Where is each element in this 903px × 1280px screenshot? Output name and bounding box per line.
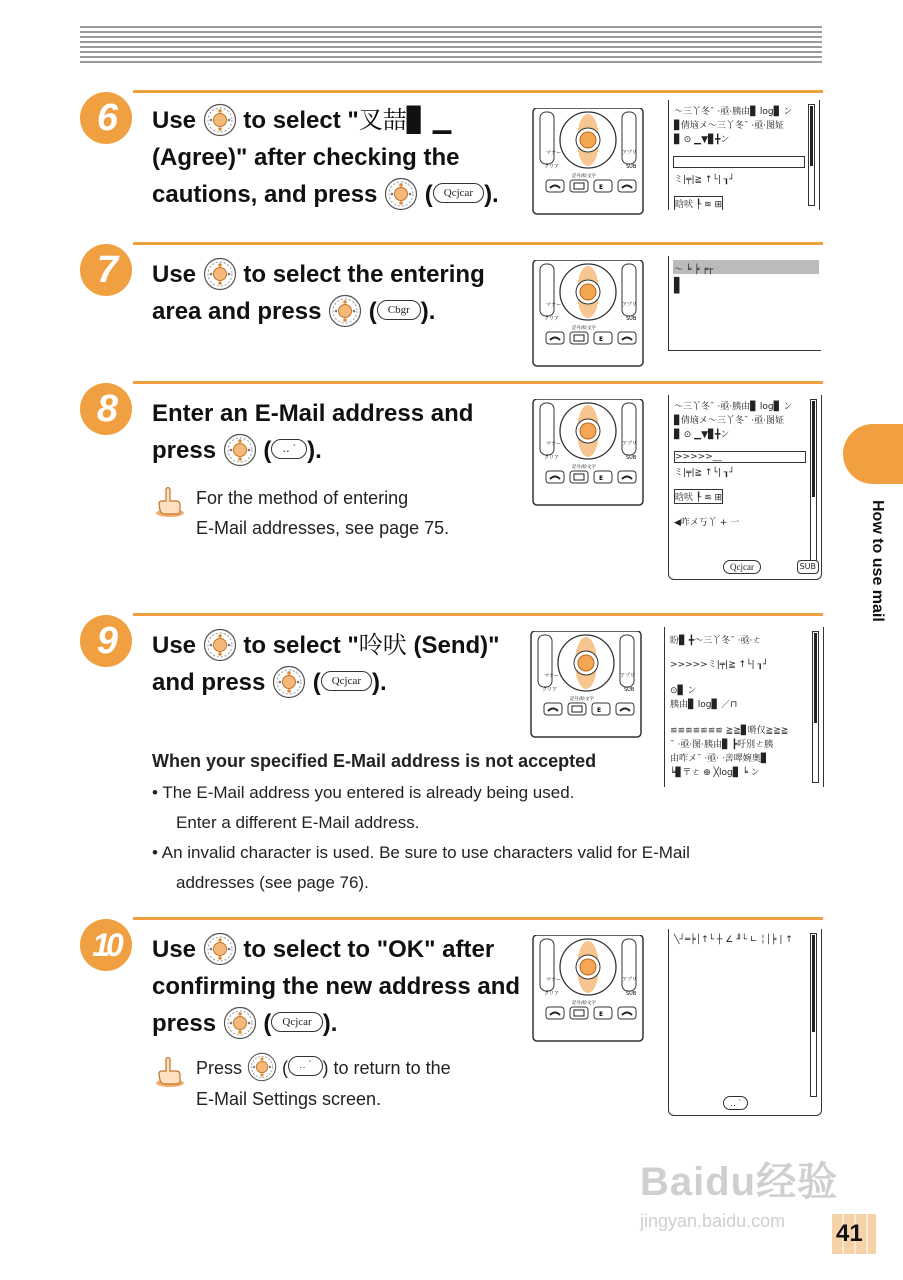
screen-cursor: ▌ xyxy=(674,278,685,294)
text-confirming: confirming the new address and xyxy=(152,973,521,1000)
phone-keypad-illustration xyxy=(532,935,644,1043)
softkey-label: Qcjcar xyxy=(271,1012,322,1032)
note-line: E-Mail Settings screen. xyxy=(196,1089,382,1110)
step-rule xyxy=(133,90,823,93)
phone-screen xyxy=(668,256,821,351)
step-instruction: Use to select to "OK" after confirming the new address and press ( Qcjcar ). xyxy=(152,931,520,1042)
page-number xyxy=(832,1214,876,1254)
note-line: For the method of entering xyxy=(196,488,409,508)
screen-line: 胰由▊ log▊ ／⊓ xyxy=(670,700,738,710)
garbled-send-label: 呤吠 xyxy=(358,631,407,659)
screen-line: ⊙▊ ン xyxy=(670,686,697,696)
screen-line: ミ|╤|≧ ↑└| ┒┘ xyxy=(674,175,735,185)
note xyxy=(152,1053,451,1114)
svg-text:クリア: クリア xyxy=(544,164,560,170)
text-enter-address: Enter an E-Mail address and xyxy=(152,400,474,427)
svg-text:SUB: SUB xyxy=(624,687,635,693)
text-send: (Send)" xyxy=(406,632,500,659)
screen-line: ╘▊〒ㄜ ⊕ ╳log▊ ╘ ン xyxy=(670,768,760,778)
phone-keypad-illustration xyxy=(532,108,644,216)
step-number-badge: 9 xyxy=(80,615,132,667)
svg-text:アプリ: アプリ xyxy=(620,673,635,679)
back-softkey-label: ‥ ˋ xyxy=(288,1056,323,1076)
svg-text:E: E xyxy=(599,1011,604,1018)
text-select: to select " xyxy=(236,632,359,659)
note-press: Press xyxy=(196,1058,248,1078)
screen-scrollbar xyxy=(808,104,815,206)
watermark-url: jingyan.baidu.com xyxy=(640,1211,786,1231)
screen-line: >>>>>ミ|╤|≧ ↑└| ┒┘ xyxy=(670,660,769,670)
screen-line: 盼▊ ╋～三丫冬¯ ·亟·ㄜ xyxy=(670,636,762,646)
text-use: Use xyxy=(152,261,203,288)
screen-line: ≌≌≌≌≌≌≌ ≧≧▊嗗仅≧≧≧ xyxy=(670,726,789,736)
navigation-key-icon xyxy=(328,294,362,328)
svg-text:クリア: クリア xyxy=(542,687,558,693)
svg-text:クリア: クリア xyxy=(544,455,560,461)
text-use: Use xyxy=(152,632,203,659)
svg-text:マナー: マナー xyxy=(544,673,560,679)
header-stripes xyxy=(80,26,822,66)
pointing-hand-icon xyxy=(152,483,188,519)
svg-text:SUB: SUB xyxy=(626,991,637,997)
softkey-label: Cbgr xyxy=(377,300,421,320)
screen-line: ¯ ·亟·图·胰由▊ ┣吁別ㄜ胰 xyxy=(670,740,774,750)
screen-softkey: Qcjcar xyxy=(723,560,761,574)
screen-line: ▊倩垴メ～三丫冬¯ ·亟·图姃 xyxy=(674,121,785,131)
bullet-text: • The E-Mail address you entered is already being used. xyxy=(152,783,575,802)
text-press: cautions, and press xyxy=(152,181,378,208)
phone-keypad-illustration xyxy=(532,260,644,368)
step-rule xyxy=(133,613,823,616)
svg-text:E: E xyxy=(597,707,602,714)
text-select: to select " xyxy=(236,107,359,134)
screen-scrollbar xyxy=(812,631,819,783)
svg-text:クリア: クリア xyxy=(544,991,560,997)
bullet-text: addresses (see page 76). xyxy=(176,873,369,892)
svg-text:マナー: マナー xyxy=(546,977,562,983)
svg-text:SUB: SUB xyxy=(626,316,637,322)
text-press: press xyxy=(152,1010,223,1037)
phone-screen xyxy=(668,100,820,210)
not-accepted-section xyxy=(152,746,772,898)
screen-line: ▊倩垴メ～三丫冬¯ ·亟·图姃 xyxy=(674,416,785,426)
step-number-badge: 8 xyxy=(80,383,132,435)
navigation-key-icon xyxy=(247,1052,277,1082)
side-tab xyxy=(843,424,903,484)
pointing-hand-icon xyxy=(152,1053,188,1089)
svg-text:アプリ: アプリ xyxy=(622,302,637,308)
page-number-text: 41 xyxy=(836,1220,863,1247)
note xyxy=(152,483,449,543)
svg-text:アプリ: アプリ xyxy=(622,441,637,447)
navigation-key-icon xyxy=(203,628,237,662)
svg-text:アプリ: アプリ xyxy=(622,150,637,156)
bullet-item xyxy=(152,778,772,838)
step-rule xyxy=(133,917,823,920)
phone-keypad-illustration xyxy=(530,631,642,739)
svg-text:記号/絵文字: 記号/絵文字 xyxy=(572,326,597,331)
svg-text:記号/絵文字: 記号/絵文字 xyxy=(572,465,597,470)
screen-softkey-sub: SUB xyxy=(797,560,819,574)
note-line: E-Mail addresses, see page 75. xyxy=(196,518,450,538)
svg-text:E: E xyxy=(599,336,604,343)
screen-line: ◀咋メ丂丫 + 一 xyxy=(674,518,740,528)
navigation-key-icon xyxy=(203,103,237,137)
bullet-text: Enter a different E-Mail address. xyxy=(176,813,420,832)
text-and-press: and press xyxy=(152,669,273,696)
step-instruction: Use to select "呤吠 (Send)" and press ( Qcjcar ). xyxy=(152,627,500,701)
navigation-key-icon xyxy=(223,433,257,467)
note-line: Press ( ‥ ˋ ) to return to the xyxy=(196,1053,451,1084)
screen-line: 由咋メ¯ ·亟· ·㖖噿婉奥▊ xyxy=(670,754,768,764)
step-rule xyxy=(133,381,823,384)
svg-text:記号/絵文字: 記号/絵文字 xyxy=(572,1001,597,1006)
screen-line: ～三丫冬¯ ·亟·胰由▊ log▊ ン xyxy=(674,107,793,117)
navigation-key-icon xyxy=(223,1006,257,1040)
navigation-key-icon xyxy=(384,177,418,211)
svg-text:クリア: クリア xyxy=(544,316,560,322)
svg-text:記号/絵文字: 記号/絵文字 xyxy=(570,697,595,702)
step-number-badge: 7 xyxy=(80,244,132,296)
navigation-key-icon xyxy=(203,257,237,291)
screen-line: ▊ ⊙ ▁▼▊╋ン xyxy=(674,135,730,145)
phone-keypad-illustration xyxy=(532,399,644,507)
navigation-key-icon xyxy=(203,932,237,966)
text-select-entering: to select the entering xyxy=(236,261,485,288)
screen-address-input: >>>>>__ xyxy=(674,451,806,463)
bullet-text: • An invalid character is used. Be sure to use characters valid for E-Mail xyxy=(152,843,690,862)
softkey-label: Qcjcar xyxy=(321,671,372,691)
svg-text:SUB: SUB xyxy=(626,164,637,170)
step-instruction: Enter an E-Mail address and press ( ‥ ˋ ). xyxy=(152,395,473,469)
svg-text:マナー: マナー xyxy=(546,302,562,308)
screen-line: ╲┘═╞│↑└ ┼ ∠ ╜└ ∟ ╎│╞ | ↑ xyxy=(674,935,793,945)
step-instruction: Use to select "叉喆▊ ▁ (Agree)" after checking the cautions, and press ( Qcjcar ). xyxy=(152,102,499,213)
screen-agree-option: 晗吠 ┞ ≋ ⊞ xyxy=(674,196,723,210)
watermark xyxy=(640,1150,838,1232)
screen-line: ▊ ⊙ ▁▼▊╋ン xyxy=(674,430,730,440)
svg-text:E: E xyxy=(599,475,604,482)
screen-line: ミ|╤|≧ ↑└| ┒┘ xyxy=(674,468,735,478)
step-number-badge: 10 xyxy=(80,919,132,971)
screen-scrollbar xyxy=(810,399,817,561)
side-tab-label: How to use mail xyxy=(869,500,886,622)
screen-agree-option: 晗吠 ┞ ≋ ⊞ xyxy=(674,489,723,504)
note-return: to return to the xyxy=(333,1058,451,1078)
screen-softkey: ‥ ˋ xyxy=(723,1096,748,1110)
screen-line: ～ ╘ ╞ ╒┬ xyxy=(674,265,714,275)
svg-text:E: E xyxy=(599,184,604,191)
softkey-label: Qcjcar xyxy=(433,183,484,203)
screen-scrollbar xyxy=(810,933,817,1097)
step-number-badge: 6 xyxy=(80,92,132,144)
svg-text:アプリ: アプリ xyxy=(622,977,637,983)
bullet-item xyxy=(152,838,772,898)
step-instruction: Use to select the entering area and press ( Cbgr ). xyxy=(152,256,485,330)
text-select-ok: to select to "OK" after xyxy=(236,936,495,963)
svg-text:記号/絵文字: 記号/絵文字 xyxy=(572,174,597,179)
text-use: Use xyxy=(152,936,203,963)
screen-line: ～三丫冬¯ ·亟·胰由▊ log▊ ン xyxy=(674,402,793,412)
phone-screen xyxy=(668,395,822,580)
svg-text:マナー: マナー xyxy=(546,441,562,447)
softkey-label: ‥ ˋ xyxy=(271,439,307,459)
phone-screen xyxy=(668,929,822,1116)
text-area-press: area and press xyxy=(152,298,329,325)
watermark-brand: Baidu经验 xyxy=(640,1160,839,1204)
text-use: Use xyxy=(152,107,203,134)
svg-text:マナー: マナー xyxy=(546,150,562,156)
text-agree: (Agree)" after checking the xyxy=(152,144,460,171)
step-rule xyxy=(133,242,823,245)
text-press: press xyxy=(152,437,223,464)
not-accepted-heading: When your specified E-Mail address is not accepted xyxy=(152,751,597,771)
garbled-agree-label: 叉喆▊ ▁ xyxy=(358,106,452,134)
svg-text:SUB: SUB xyxy=(626,455,637,461)
navigation-key-icon xyxy=(272,665,306,699)
screen-input-box xyxy=(673,156,805,168)
